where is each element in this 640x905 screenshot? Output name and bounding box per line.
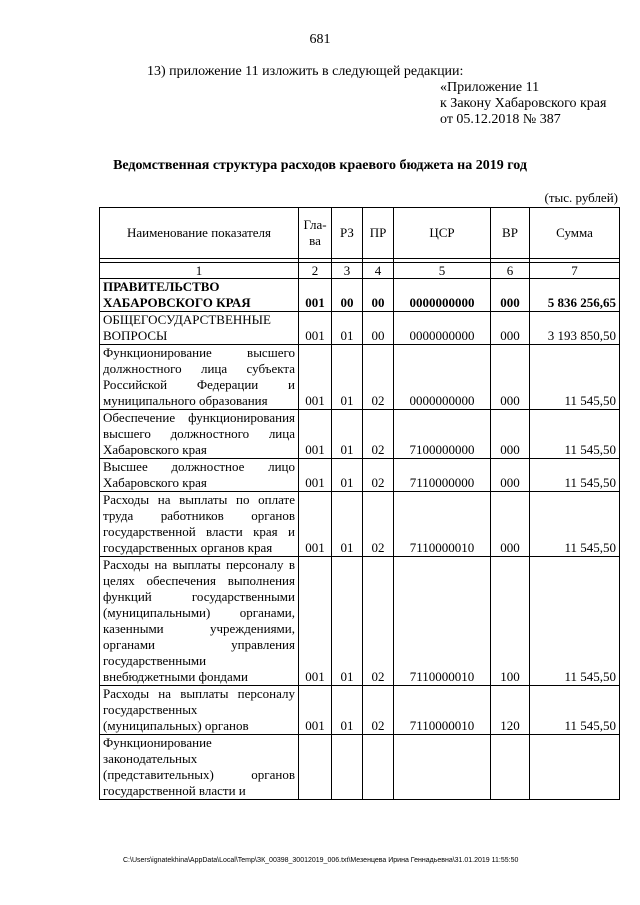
cell-sum xyxy=(530,735,620,800)
cell-glava: 001 xyxy=(299,492,332,557)
cell-pr xyxy=(363,735,394,800)
cell-sum: 11 545,50 xyxy=(530,345,620,410)
cell-glava: 001 xyxy=(299,410,332,459)
cell-rz: 01 xyxy=(332,410,363,459)
cell-pr: 00 xyxy=(363,312,394,345)
table-row xyxy=(100,557,620,686)
cell-csr: 7110000010 xyxy=(394,557,491,686)
column-number: 6 xyxy=(491,263,530,279)
cell-sum: 5 836 256,65 xyxy=(530,279,620,312)
table-row xyxy=(100,492,620,557)
table-row xyxy=(100,410,620,459)
cell-name: Расходы на выплаты персоналу государственных (муниципальных) органов xyxy=(100,686,299,735)
column-number: 3 xyxy=(332,263,363,279)
cell-vr: 100 xyxy=(491,557,530,686)
column-number-row xyxy=(100,263,620,279)
cell-glava: 001 xyxy=(299,345,332,410)
cell-vr: 000 xyxy=(491,459,530,492)
column-number: 5 xyxy=(394,263,491,279)
header-rz: РЗ xyxy=(332,208,363,259)
cell-name: Расходы на выплаты по оплате труда работников органов государственной власти края и государственных органов края xyxy=(100,492,299,557)
cell-sum: 11 545,50 xyxy=(530,492,620,557)
cell-sum: 11 545,50 xyxy=(530,410,620,459)
cell-glava: 001 xyxy=(299,459,332,492)
cell-pr: 02 xyxy=(363,459,394,492)
column-number: 4 xyxy=(363,263,394,279)
header-pr: ПР xyxy=(363,208,394,259)
header-row xyxy=(100,208,620,259)
appendix-reference xyxy=(440,80,606,128)
column-number: 1 xyxy=(100,263,299,279)
header-sum: Сумма xyxy=(530,208,620,259)
amendment-intro: 13) приложение 11 изложить в следующей редакции: xyxy=(147,64,464,79)
cell-vr: 000 xyxy=(491,345,530,410)
cell-rz: 01 xyxy=(332,557,363,686)
cell-vr: 120 xyxy=(491,686,530,735)
cell-pr: 00 xyxy=(363,279,394,312)
document-title: Ведомственная структура расходов краевого бюджета на 2019 год xyxy=(113,158,527,173)
file-path-footer: C:\Users\ignatekhina\AppData\Local\Temp\ЗК_00398_30012019_006.txt\Мезенцева Ирина Геннадьевна\31.01.2019 11:55:50 xyxy=(123,857,519,864)
cell-glava: 001 xyxy=(299,279,332,312)
cell-pr: 02 xyxy=(363,345,394,410)
header-vr: ВР xyxy=(491,208,530,259)
table-row xyxy=(100,345,620,410)
cell-csr: 7110000010 xyxy=(394,492,491,557)
cell-sum: 11 545,50 xyxy=(530,686,620,735)
appendix-line-3: от 05.12.2018 № 387 xyxy=(440,112,561,127)
cell-sum: 11 545,50 xyxy=(530,459,620,492)
cell-vr: 000 xyxy=(491,410,530,459)
table-row xyxy=(100,686,620,735)
cell-name: Функционирование высшего должностного лица субъекта Российской Федерации и муниципального образования xyxy=(100,345,299,410)
cell-csr: 0000000000 xyxy=(394,345,491,410)
cell-vr xyxy=(491,735,530,800)
units-label: (тыс. рублей) xyxy=(544,190,618,205)
column-number: 2 xyxy=(299,263,332,279)
cell-pr: 02 xyxy=(363,492,394,557)
cell-rz: 01 xyxy=(332,686,363,735)
appendix-line-2: к Закону Хабаровского края xyxy=(440,96,607,111)
cell-csr: 7110000000 xyxy=(394,459,491,492)
cell-rz: 01 xyxy=(332,459,363,492)
page-number: 681 xyxy=(309,32,331,47)
cell-csr xyxy=(394,735,491,800)
cell-csr: 7110000010 xyxy=(394,686,491,735)
table-row xyxy=(100,735,620,800)
cell-name: Высшее должностное лицо Хабаровского края xyxy=(100,459,299,492)
budget-table xyxy=(99,207,620,800)
cell-glava xyxy=(299,735,332,800)
cell-glava: 001 xyxy=(299,686,332,735)
cell-name: Расходы на выплаты персоналу в целях обеспечения выполнения функций государственными (муниципальными) органами, казенными учреждениями, органами управления государственными внебюджетными фондами xyxy=(100,557,299,686)
cell-rz: 01 xyxy=(332,312,363,345)
cell-pr: 02 xyxy=(363,557,394,686)
cell-pr: 02 xyxy=(363,410,394,459)
cell-vr: 000 xyxy=(491,492,530,557)
cell-rz xyxy=(332,735,363,800)
cell-sum: 11 545,50 xyxy=(530,557,620,686)
cell-glava: 001 xyxy=(299,312,332,345)
cell-rz: 01 xyxy=(332,345,363,410)
header-name: Наименование показателя xyxy=(100,208,299,259)
cell-rz: 00 xyxy=(332,279,363,312)
cell-csr: 7100000000 xyxy=(394,410,491,459)
table-row xyxy=(100,279,620,312)
column-number: 7 xyxy=(530,263,620,279)
cell-csr: 0000000000 xyxy=(394,279,491,312)
header-glava: Гла-ва xyxy=(299,208,332,259)
cell-name: ОБЩЕГОСУДАРСТВЕННЫЕ ВОПРОСЫ xyxy=(100,312,299,345)
cell-pr: 02 xyxy=(363,686,394,735)
table-row xyxy=(100,312,620,345)
header-csr: ЦСР xyxy=(394,208,491,259)
cell-sum: 3 193 850,50 xyxy=(530,312,620,345)
cell-name: Функционирование законодательных (представительных) органов государственной власти и xyxy=(100,735,299,800)
cell-name: Обеспечение функционирования высшего должностного лица Хабаровского края xyxy=(100,410,299,459)
appendix-line-1: «Приложение 11 xyxy=(440,80,540,95)
cell-vr: 000 xyxy=(491,312,530,345)
cell-csr: 0000000000 xyxy=(394,312,491,345)
cell-rz: 01 xyxy=(332,492,363,557)
cell-vr: 000 xyxy=(491,279,530,312)
cell-name: ПРАВИТЕЛЬСТВО ХАБАРОВСКОГО КРАЯ xyxy=(100,279,299,312)
cell-glava: 001 xyxy=(299,557,332,686)
table-row xyxy=(100,459,620,492)
